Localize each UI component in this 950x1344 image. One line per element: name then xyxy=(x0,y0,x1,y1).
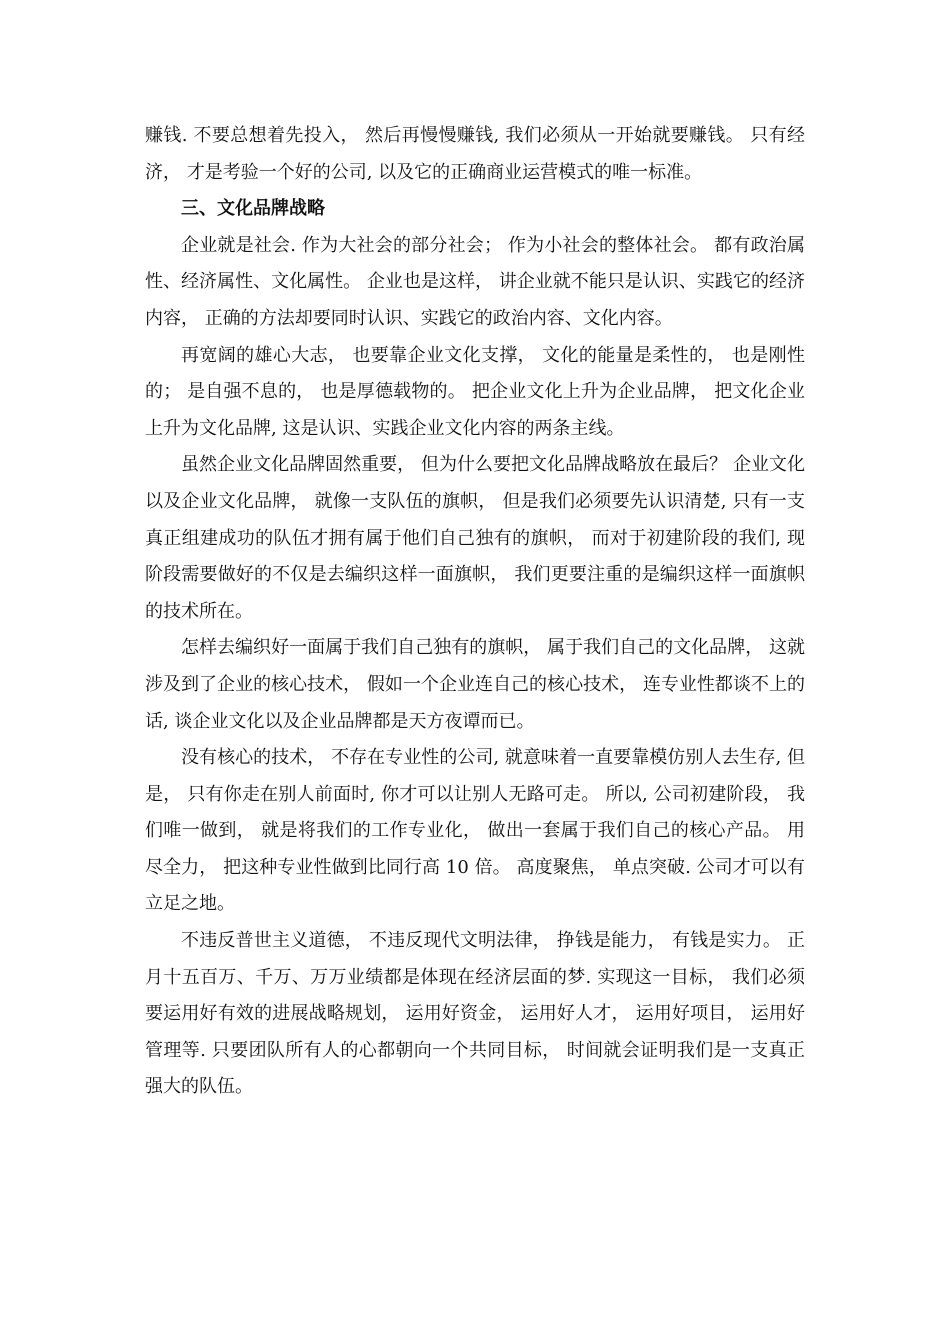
paragraph-continuation: 赚钱. 不要总想着先投入， 然后再慢慢赚钱, 我们必须从一开始就要赚钱。 只有经济， 才是考验一个好的公司, 以及它的正确商业运营模式的唯一标准。 xyxy=(145,125,805,183)
section-heading: 三、文化品牌战略 xyxy=(181,198,325,220)
paragraph: 虽然企业文化品牌固然重要， 但为什么要把文化品牌战略放在最后？ 企业文化以及企业文化品牌， 就像一支队伍的旗帜， 但是我们必须要先认识清楚, 只有一支真正组建成功的队伍才拥有属于他们自己独有的旗帜， 而对于初建阶段的我们, 现阶段需要做好的不仅是去编织这样一面旗帜， 我们更要注重的是编织这样一面旗帜的技术所在。 xyxy=(145,454,805,622)
paragraph: 没有核心的技术， 不存在专业性的公司, 就意味着一直要靠模仿别人去生存, 但是， 只有你走在别人前面时, 你才可以让别人无路可走。 所以, 公司初建阶段， 我们唯一做到， 就是将我们的工作专业化， 做出一套属于我们自己的核心产品。 用尽全力， 把这种专业性做到比同行高 10 倍。 高度聚焦， 单点突破. 公司才可以有立足之地。 xyxy=(145,747,805,915)
paragraph: 怎样去编织好一面属于我们自己独有的旗帜， 属于我们自己的文化品牌， 这就涉及到了企业的核心技术， 假如一个企业连自己的核心技术， 连专业性都谈不上的话, 谈企业文化以及企业品牌都是天方夜谭而已。 xyxy=(145,637,805,732)
paragraph: 再宽阔的雄心大志， 也要靠企业文化支撑， 文化的能量是柔性的， 也是刚性的； 是自强不息的， 也是厚德载物的。 把企业文化上升为企业品牌， 把文化企业上升为文化品牌, 这是认识、实践企业文化内容的两条主线。 xyxy=(145,344,805,439)
paragraph: 不违反普世主义道德， 不违反现代文明法律， 挣钱是能力， 有钱是实力。 正月十五百万、千万、万万业绩都是体现在经济层面的梦. 实现这一目标， 我们必须要运用好有效的进展战略规划， 运用好资金， 运用好人才， 运用好项目， 运用好管理等. 只要团队所有人的心都朝向一个共同目标， 时间就会证明我们是一支真正强大的队伍。 xyxy=(145,930,805,1098)
document-body xyxy=(145,118,805,1106)
paragraph: 企业就是社会. 作为大社会的部分社会； 作为小社会的整体社会。 都有政治属性、经济属性、文化属性。 企业也是这样， 讲企业就不能只是认识、实践它的经济内容， 正确的方法却要同时认识、实践它的政治内容、文化内容。 xyxy=(145,234,805,329)
